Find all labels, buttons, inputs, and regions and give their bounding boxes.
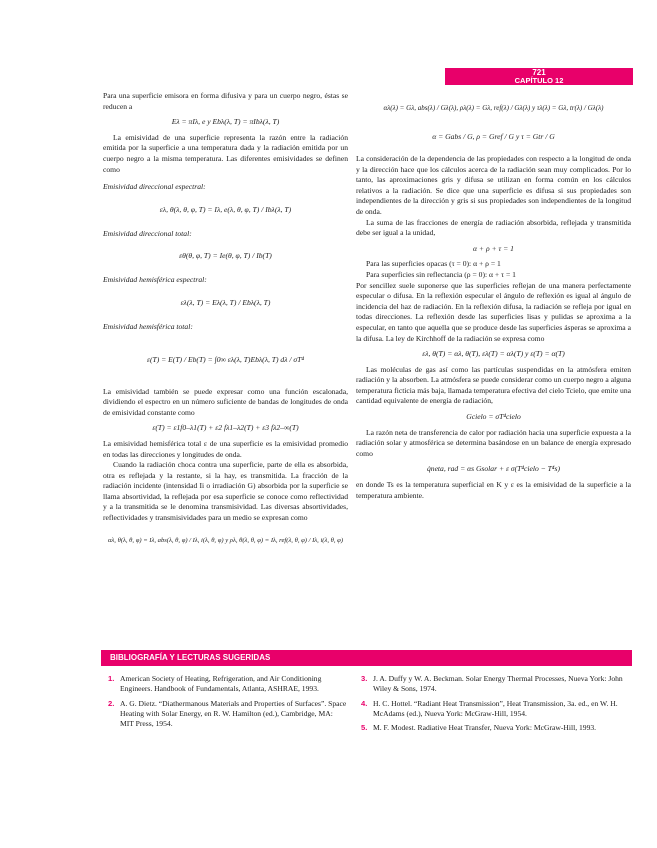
equation: α = Gabs / G, ρ = Gref / G y τ = Gtr / G xyxy=(432,132,555,141)
subheading: Emisividad direccional espectral: xyxy=(103,182,206,192)
ref-text: American Society of Heating, Refrigeration, and Air Conditioning Engineers. Handbook of Fundamentals, Atlanta, ASHRAE, 1993. xyxy=(120,674,322,694)
paragraph: Por sencillez suele suponerse que las superficies reflejan de una manera perfectamente especular o difusa. En la reflexión especular el ángulo de reflexión es igual al ángulo de incidencia del haz de radiación. En la reflexión difusa, la radiación se refleja por igual en todas direcciones. La reflexión desde las superficies lisas y pulidas se aproxima a la especular, en tanto que aquella que se produce desde las superficies ásperas se aproxima a la difusa. La ley de Kirchhoff de la radiación se expresa como xyxy=(356,280,631,343)
ref-text: H. C. Hottel. “Radiant Heat Transmission”, Heat Transmission, 3a. ed., en W. H. McAdams (ed.), Nueva York: McGraw-Hill, 1954. xyxy=(373,698,618,718)
paragraph: La emisividad también se puede expresar como una función escalonada, dividiendo el espectro en un número suficiente de bandas de longitudes de onda de emisividad constante como xyxy=(103,386,348,417)
equation: q̇neta, rad = αs Gsolar + ε σ(T⁴cielo − T⁴s) xyxy=(426,464,561,474)
subheading: Emisividad hemisférica total: xyxy=(103,321,193,331)
ref-number: 3. xyxy=(361,674,368,683)
equation: Eλ = πIλ, e y Ebλ(λ, T) = πIbλ(λ, T) xyxy=(171,117,280,127)
paragraph: en donde Ts es la temperatura superficial en K y ε es la emisividad de la superficie a la temperatura ambiente. xyxy=(356,480,631,500)
ref-number: 2. xyxy=(108,698,115,708)
ref-text: M. F. Modest. Radiative Heat Transfer, Nueva York: McGraw-Hill, 1993. xyxy=(373,723,597,733)
paragraph: La emisividad de una superficie representa la razón entre la radiación emitida por la superficie a una temperatura dada y la radiación emitida por un cuerpo negro a la misma temperatura. Las diferentes emisividades se definen como xyxy=(103,132,348,174)
right-column xyxy=(356,91,631,501)
paragraph: Para superficies sin reflectancia (ρ = 0): α + τ = 1 xyxy=(366,269,516,279)
subheading: Emisividad hemisférica espectral: xyxy=(103,275,207,285)
ref-number: 5. xyxy=(361,723,368,733)
page-number: 721 xyxy=(532,68,546,77)
ref-number: 4. xyxy=(361,698,368,708)
left-column xyxy=(103,91,348,558)
paragraph: La suma de las fracciones de energía de radiación absorbida, reflejada y transmitida debe ser igual a la unidad, xyxy=(356,217,631,238)
paragraph: La razón neta de transferencia de calor por radiación hacia una superficie expuesta a la radiación solar y atmosférica se determina basándose en un balance de energía expresado como xyxy=(356,427,631,458)
paragraph: La consideración de la dependencia de las propiedades con respecto a la longitud de onda y la dirección hace que los cálculos acerca de la radiación sean muy complicados. Por lo tanto, las aproximaciones gris y difusa se utilizan en forma común en los cálculos relativos a la radiación. Se dice que una superficie es difusa si sus propiedades son independientes de la dirección y gris si sus propiedades son independientes de la longitud de onda. xyxy=(356,154,631,216)
equation: ελ(λ, T) = Eλ(λ, T) / Ebλ(λ, T) xyxy=(180,297,271,307)
equation: ελ, θ(T) = αλ, θ(T), ελ(T) = αλ(T) y ε(T) = α(T) xyxy=(422,349,565,359)
equation: αλ(λ) = Gλ, abs(λ) / Gλ(λ), ρλ(λ) = Gλ, ref(λ) / Gλ(λ) y τλ(λ) = Gλ, tr(λ) / Gλ(λ) xyxy=(383,104,604,112)
paragraph: Para las superficies opacas (τ = 0): α + ρ = 1 xyxy=(366,259,501,269)
equation: ε(T) = ε1f0–λ1(T) + ε2 fλ1–λ2(T) + ε3 fλ2–∞(T) xyxy=(152,423,299,433)
ref-number: 1. xyxy=(108,674,115,683)
list-item xyxy=(361,699,633,720)
list-item xyxy=(108,699,348,730)
ref-text: A. G. Dietz. “Diathermanous Materials and Properties of Surfaces”. Space Heating with Solar Energy, en R. W. Hamilton (ed.), Cambridge, MA: MIT Press, 1954. xyxy=(120,698,347,729)
subheading: Emisividad direccional total: xyxy=(103,228,192,238)
ref-text: J. A. Duffy y W. A. Beckman. Solar Energy Thermal Processes, Nueva York: John Wiley & Sons, 1974. xyxy=(373,674,623,694)
equation: αλ, θ(λ, θ, φ) = Iλ, abs(λ, θ, φ) / Iλ, i(λ, θ, φ) y ρλ, θ(λ, θ, φ) = Iλ, ref(λ, θ, φ) / Iλ, i(λ, θ, φ) xyxy=(107,536,344,544)
paragraph: Las moléculas de gas así como las partículas suspendidas en la atmósfera emiten radiación y la absorben. La atmósfera se puede considerar como un cuerpo negro a alguna temperatura ficticia más baja, llamada temperatura efectiva del cielo Tcielo, que emite una cantidad equivalente de energía de radiación, xyxy=(356,364,631,406)
paragraph: Para una superficie emisora en forma difusiva y para un cuerpo negro, éstas se reducen a xyxy=(103,91,348,111)
equation: α + ρ + τ = 1 xyxy=(473,243,514,253)
equation: Gcielo = σT⁴cielo xyxy=(466,412,521,422)
paragraph: La emisividad hemisférica total ε de una superficie es la emisividad promedio en todas las direcciones y longitudes de onda. xyxy=(103,438,348,459)
references-right xyxy=(361,674,633,737)
list-item xyxy=(108,674,348,695)
paragraph: Cuando la radiación choca contra una superficie, parte de ella es absorbida, otra es reflejada y la restante, si la hay, es transmitida. La fracción de la radiación incidente (intensidad Ii o irradiación G) absorbida por la superficie se llama absortividad, la reflejada por esa superficie se conoce como reflectividad y a la transmitida se le denomina transmisividad. Las diversas absortividades, reflectividades y transmisividades para un medio se expresan como xyxy=(103,460,348,523)
references-left xyxy=(108,674,348,733)
chapter-header xyxy=(445,68,633,85)
section-title: BIBLIOGRAFÍA Y LECTURAS SUGERIDAS xyxy=(110,653,271,662)
chapter-label: CAPÍTULO 12 xyxy=(514,76,564,85)
list-item xyxy=(361,674,633,695)
equation: εθ(θ, φ, T) = Ie(θ, φ, T) / Ib(T) xyxy=(179,251,272,261)
list-item xyxy=(361,723,633,733)
equation: ελ, θ(λ, θ, φ, T) = Iλ, e(λ, θ, φ, T) / Ibλ(λ, T) xyxy=(159,204,292,214)
equation: ε(T) = E(T) / Eb(T) = ∫0∞ ελ(λ, T)Ebλ(λ, T) dλ / σT⁴ xyxy=(146,354,305,364)
